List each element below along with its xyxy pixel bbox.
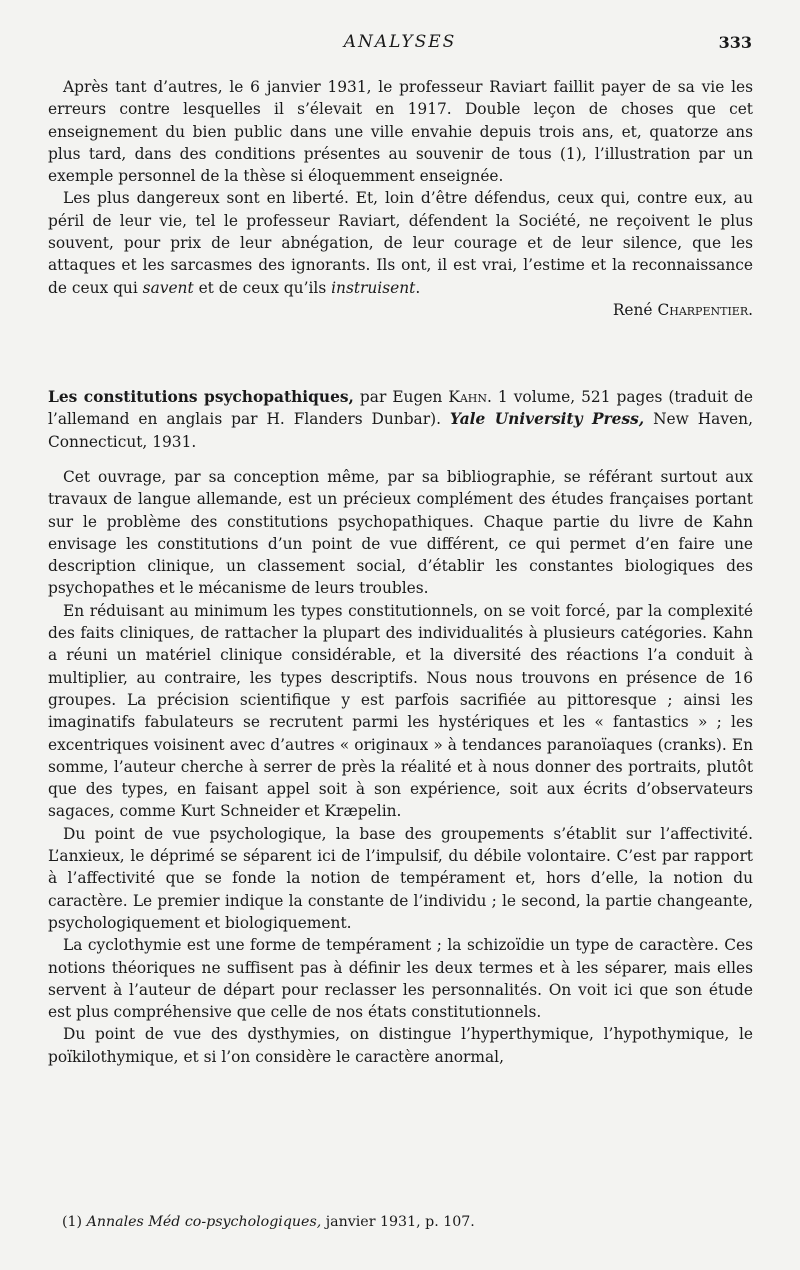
page-header — [0, 30, 800, 56]
footnote-journal: Annales Méd co-psychologiques, — [86, 1214, 322, 1230]
previous-review-end — [48, 76, 753, 321]
paragraph: Du point de vue des dysthymies, on distingue l’hyperthymique, l’hypothymique, le poïkilothymique, et si l’on considère le caractère anormal, — [48, 1025, 753, 1066]
review-body — [48, 466, 753, 1068]
page-number: 333 — [718, 33, 752, 52]
paragraph: Du point de vue psychologique, la base des groupements s’établit sur l’affectivité. L’anxieux, le déprimé se séparent ici de l’impulsif, du débile volontaire. C’est par rapport à l’affectivité que se fonde la notion de tempérament et, hors d’elle, la notion du caractère. Le premier indique la constante de l’individu ; le second, la partie changeante, psychologiquement et biologiquement. — [48, 824, 753, 932]
footnote-marker: (1) — [62, 1214, 83, 1230]
review-citation: Les constitutions psychopathiques, par Eugen Kahn. 1 volume, 521 pages (traduit de l’allemand en anglais par H. Flanders Dunbar). Yale University Press, New Haven, Connecticut, 1931. — [48, 388, 753, 451]
paragraph: En réduisant au minimum les types constitutionnels, on se voit forcé, par la complexité des faits cliniques, de rattacher la plupart des individualités à plusieurs catégories. Kahn a réuni un matériel clinique considérable, et la diversité des réactions l’a conduit à multiplier, au contraire, les types descriptifs. Nous nous trouvons en présence de 16 groupes. La précision scientifique y est parfois sacrifiée au pittoresque ; ainsi les imaginatifs fabulateurs se recrutent parmi les hystériques et les « fantastics » ; les excentriques voisinent avec d’autres « originaux » à tendances paranoïaques (cranks). En somme, l’auteur cherche à serrer de près la réalité et à nous donner des portraits, plutôt que des types, en faisant appel soit à son expérience, soit aux écrits d’observateurs sagaces, comme Kurt Schneider et Kræpelin. — [48, 601, 753, 821]
footnote: (1) Annales Méd co-psychologiques, janvier 1931, p. 107. — [62, 1214, 475, 1230]
review-heading — [48, 386, 753, 453]
paragraph: Cet ouvrage, par sa conception même, par sa bibliographie, se référant surtout aux travaux de langue allemande, est un précieux complément des études françaises portant sur le problème des constitutions psychopathiques. Chaque partie du livre de Kahn envisage les constitutions d’un point de vue différent, ce qui permet d’en faire une description clinique, un classement social, d’établir les constantes biologiques des psychopathes et le mécanisme de leurs troubles. — [48, 468, 753, 598]
paragraph: Les plus dangereux sont en liberté. Et, loin d’être défendus, ceux qui, contre eux, au péril de leur vie, tel le professeur Raviart, défendent la Société, ne reçoivent le plus souvent, pour prix de leur abnégation, de leur courage et de leur silence, que les attaques et les sarcasmes des ignorants. Ils ont, il est vrai, l’estime et la reconnaissance de ceux qui savent et de ceux qu’ils instruisent. — [48, 189, 753, 297]
paragraph: Après tant d’autres, le 6 janvier 1931, le professeur Raviart faillit payer de sa vie les erreurs contre lesquelles il s’élevait en 1917. Double leçon de choses que cet enseignement du bien public dans une ville envahie depuis trois ans, et, quatorze ans plus tard, dans des conditions présentes au souvenir de tous (1), l’illustration par un exemple personnel de la thèse si éloquemment enseignée. — [48, 78, 753, 186]
running-title: ANALYSES — [343, 32, 457, 52]
paragraph: La cyclothymie est une forme de tempérament ; la schizoïdie un type de caractère. Ces notions théoriques ne suffisent pas à définir les deux termes et à les séparer, mais elles servent à l’auteur de départ pour reclasser les personnalités. On voit ici que son étude est plus compréhensive que celle de nos états constitutionnels. — [48, 936, 753, 1022]
review-signature: René Charpentier. — [612, 300, 753, 319]
